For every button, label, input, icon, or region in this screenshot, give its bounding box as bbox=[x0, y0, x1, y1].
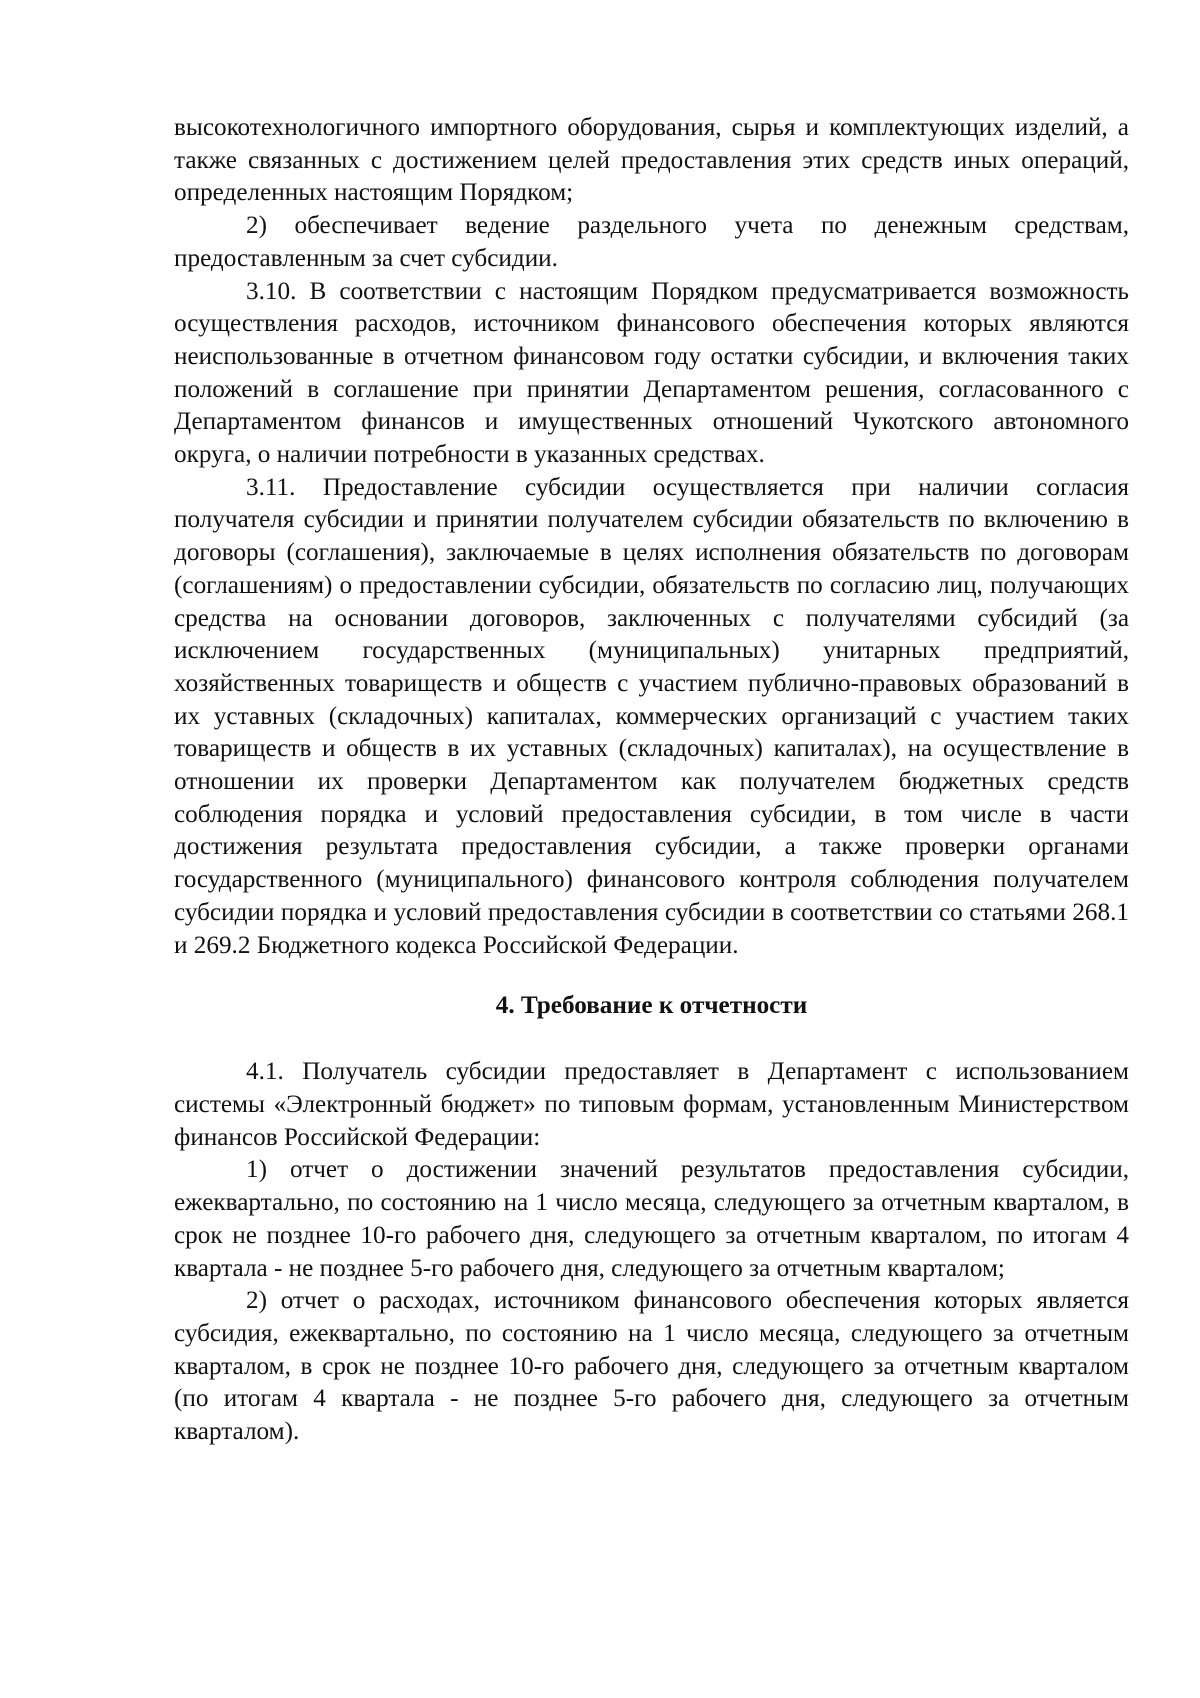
paragraph-report-2: 2) отчет о расходах, источником финансового обеспечения которых является субсидия, ежеквартально, по состоянию на 1 число месяца, следующего за отчетным кварталом, в срок не позднее 10-го рабочего дня, следующего за отчетным кварталом (по итогам 4 квартала - не позднее 5-го рабочего дня, следующего за отчетным кварталом). bbox=[174, 1287, 1129, 1446]
paragraph-3-11: 3.11. Предоставление субсидии осуществляется при наличии согласия получателя субсидии и принятии получателем субсидии обязательств по включению в договоры (соглашения), заключаемые в целях исполнения обязательств по договорам (соглашениям) о предоставлении субсидии, обязательств по согласию лиц, получающих средства на основании договоров, заключенных с получателями субсидий (за исключением государственных (муниципальных) унитарных предприятий, хозяйственных товариществ и обществ с участием публично-правовых образований в их уставных (складочных) капиталах, коммерческих организаций с участием таких товариществ и обществ в их уставных (складочных) капиталах), на осуществление в отношении их проверки Департаментом как получателем бюджетных средств соблюдения порядка и условий предоставления субсидии, в том числе в части достижения результата предоставления субсидии, а также проверки органами государственного (муниципального) финансового контроля соблюдения получателем субсидии порядка и условий предоставления субсидии в соответствии со статьями 268.1 и 269.2 Бюджетного кодекса Российской Федерации. bbox=[174, 473, 1129, 959]
paragraph-3-10: 3.10. В соответствии с настоящим Порядком предусматривается возможность осуществления расходов, источником финансового обеспечения которых являются неиспользованные в отчетном финансовом году остатки субсидии, и включения таких положений в соглашение при принятии Департаментом решения, согласованного с Департаментом финансов и имущественных отношений Чукотского автономного округа, о наличии потребности в указанных средствах. bbox=[174, 277, 1129, 469]
paragraph-continuation: высокотехнологичного импортного оборудования, сырья и комплектующих изделий, а также связанных с достижением целей предоставления этих средств иных операций, определенных настоящим Порядком; bbox=[174, 114, 1129, 207]
section-title: 4. Требование к отчетности bbox=[495, 992, 808, 1020]
paragraph-report-1: 1) отчет о достижении значений результатов предоставления субсидии, ежеквартально, по состоянию на 1 число месяца, следующего за отчетным кварталом, в срок не позднее 10-го рабочего дня, следующего за отчетным кварталом, по итогам 4 квартала - не позднее 5-го рабочего дня, следующего за отчетным кварталом; bbox=[174, 1156, 1129, 1282]
paragraph-item-2: 2) обеспечивает ведение раздельного учета по денежным средствам, предоставленным за счет субсидии. bbox=[174, 212, 1129, 272]
paragraph-4-1: 4.1. Получатель субсидии предоставляет в Департамент с использованием системы «Электронный бюджет» по типовым формам, установленным Министерством финансов Российской Федерации: bbox=[174, 1058, 1129, 1151]
document-body bbox=[174, 112, 1129, 1449]
